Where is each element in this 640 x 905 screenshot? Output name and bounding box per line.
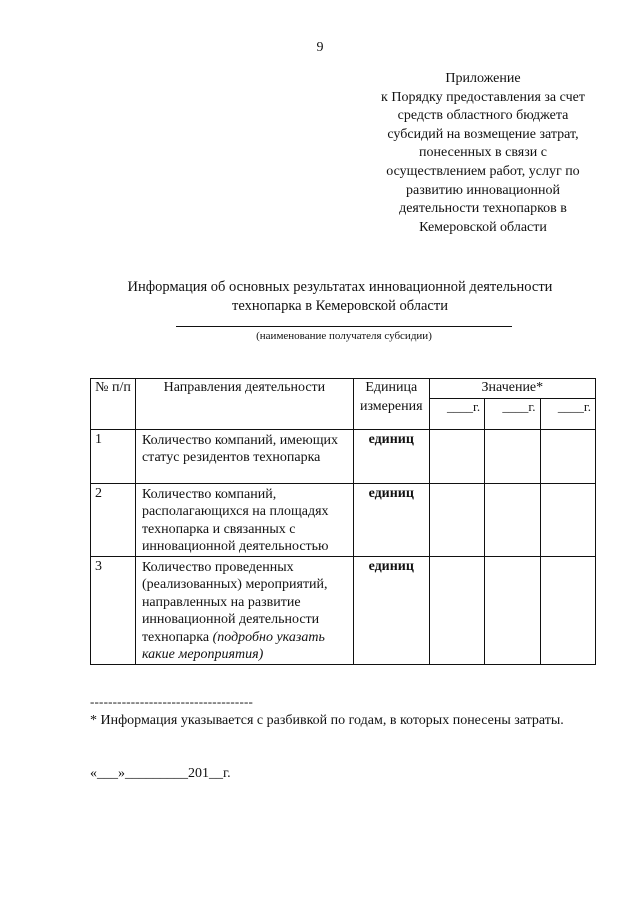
row-direction-text: Количество проведенных (реализованных) мероприятий, направленных на развитие инновационной деятельности технопарка xyxy=(141,559,328,645)
row-direction xyxy=(135,556,353,664)
appendix-line: к Порядку предоставления за счет xyxy=(381,89,585,105)
row-unit: единиц xyxy=(353,429,429,483)
value-cell[interactable] xyxy=(485,429,540,483)
table-row xyxy=(91,429,596,483)
footnote-separator: ------------------------------------ xyxy=(90,694,254,709)
value-cell[interactable] xyxy=(485,483,540,556)
appendix-line: Приложение xyxy=(445,71,521,86)
appendix-line: деятельности технопарков в xyxy=(399,201,567,217)
title-line-1: Информация об основных результатах инновационной деятельности xyxy=(127,279,553,295)
footnote: * Информация указывается с разбивкой по годам, в которых понесены затраты. xyxy=(90,713,564,728)
appendix-line: Кемеровской области xyxy=(419,219,547,235)
table-row xyxy=(91,483,596,556)
row-num: 2 xyxy=(91,483,136,556)
row-num: 3 xyxy=(91,556,136,664)
row-unit: единиц xyxy=(353,556,429,664)
header-year-2: ____г. xyxy=(485,398,540,429)
row-direction: Количество компаний, имеющих статус резидентов технопарка xyxy=(135,429,353,483)
document-title xyxy=(90,278,590,315)
recipient-name-line xyxy=(176,326,512,327)
results-table xyxy=(90,378,596,665)
recipient-caption: (наименование получателя субсидии) xyxy=(256,330,432,342)
header-year-1: ____г. xyxy=(429,398,484,429)
header-year-3: ____г. xyxy=(540,398,595,429)
header-unit: Единица измерения xyxy=(353,379,429,430)
title-line-2: технопарка в Кемеровской области xyxy=(232,297,448,314)
value-cell[interactable] xyxy=(540,556,595,664)
value-cell[interactable] xyxy=(429,429,484,483)
row-num: 1 xyxy=(91,429,136,483)
appendix-line: осуществлением работ, услуг по xyxy=(386,163,580,179)
table-header-row xyxy=(91,379,596,399)
table-row xyxy=(91,556,596,664)
value-cell[interactable] xyxy=(429,483,484,556)
appendix-line: развитию инновационной xyxy=(406,182,560,198)
appendix-line: средств областного бюджета xyxy=(397,108,569,124)
appendix-line: субсидий на возмещение затрат, xyxy=(387,126,579,142)
row-unit: единиц xyxy=(353,483,429,556)
value-cell[interactable] xyxy=(540,483,595,556)
appendix-header xyxy=(355,70,611,237)
row-direction-note: (подробно указать какие мероприятия) xyxy=(141,629,325,663)
header-direction: Направления деятельности xyxy=(135,379,353,430)
page-number: 9 xyxy=(316,40,324,55)
header-num: № п/п xyxy=(91,379,136,430)
date-line: «___»_________201__г. xyxy=(90,766,231,781)
value-cell[interactable] xyxy=(485,556,540,664)
value-cell[interactable] xyxy=(540,429,595,483)
row-direction: Количество компаний, располагающихся на площадях технопарка и связанных с инновационной деятельностью xyxy=(135,483,353,556)
appendix-line: понесенных в связи с xyxy=(419,145,547,161)
value-cell[interactable] xyxy=(429,556,484,664)
header-value: Значение* xyxy=(429,379,595,399)
